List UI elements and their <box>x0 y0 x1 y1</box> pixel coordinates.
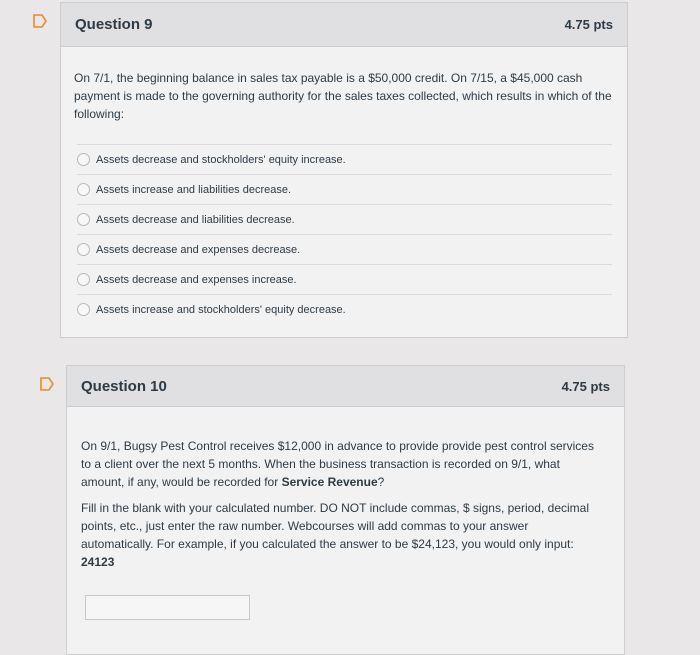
question-text-part: On 9/1, Bugsy Pest Control receives $12,000 in advance to provide provide pest control services to a client over the next 5 months. When the business transaction is recorded on 9/1, what amount, if any, would be recorded for <box>81 439 594 489</box>
example-answer: 24123 <box>81 555 115 569</box>
question-text-part: ? <box>377 475 385 489</box>
question-10-card <box>66 365 625 655</box>
answer-label: Assets decrease and liabilities decrease. <box>96 213 295 226</box>
radio-button[interactable] <box>77 153 90 166</box>
question-instructions <box>81 499 601 571</box>
question-9-header <box>61 3 627 47</box>
answer-label: Assets decrease and expenses decrease. <box>96 243 301 256</box>
instructions-text: Fill in the blank with your calculated number. DO NOT include commas, $ signs, period, decimal points, etc., just enter the raw number. Webcourses will add commas to your answer automatically. For example, if you calculated the answer to be $24,123, you would only input: <box>81 501 590 551</box>
question-title: Question 9 <box>75 16 153 33</box>
answer-option[interactable] <box>77 234 612 264</box>
answer-option[interactable] <box>77 174 612 204</box>
answer-option[interactable] <box>77 294 612 324</box>
answer-option[interactable] <box>77 264 612 294</box>
question-points: 4.75 pts <box>561 378 610 394</box>
radio-button[interactable] <box>77 303 90 316</box>
question-title: Question 10 <box>81 377 167 395</box>
radio-button[interactable] <box>77 243 90 256</box>
answer-input[interactable] <box>85 595 250 620</box>
answer-label: Assets increase and stockholders' equity decrease. <box>96 303 346 316</box>
flag-question-icon[interactable] <box>31 13 49 29</box>
flag-question-icon[interactable] <box>38 376 56 392</box>
answer-list <box>77 144 612 324</box>
answer-label: Assets decrease and expenses increase. <box>96 273 297 286</box>
radio-button[interactable] <box>77 183 90 196</box>
answer-label: Assets increase and liabilities decrease. <box>96 183 292 196</box>
answer-option[interactable] <box>77 144 612 174</box>
question-text: On 7/1, the beginning balance in sales tax payable is a $50,000 credit. On 7/15, a $45,000 cash payment is made to the governing authority for the sales taxes collected, which results in which of the following: <box>74 71 612 121</box>
answer-label: Assets decrease and stockholders' equity increase. <box>96 153 346 166</box>
radio-button[interactable] <box>77 273 90 286</box>
question-text-emphasis: Service Revenue <box>281 475 378 489</box>
answer-option[interactable] <box>77 204 612 234</box>
question-10-header <box>67 366 624 407</box>
question-points: 4.75 pts <box>564 17 613 32</box>
question-text <box>81 437 601 491</box>
question-9-card <box>60 2 628 338</box>
radio-button[interactable] <box>77 213 90 226</box>
